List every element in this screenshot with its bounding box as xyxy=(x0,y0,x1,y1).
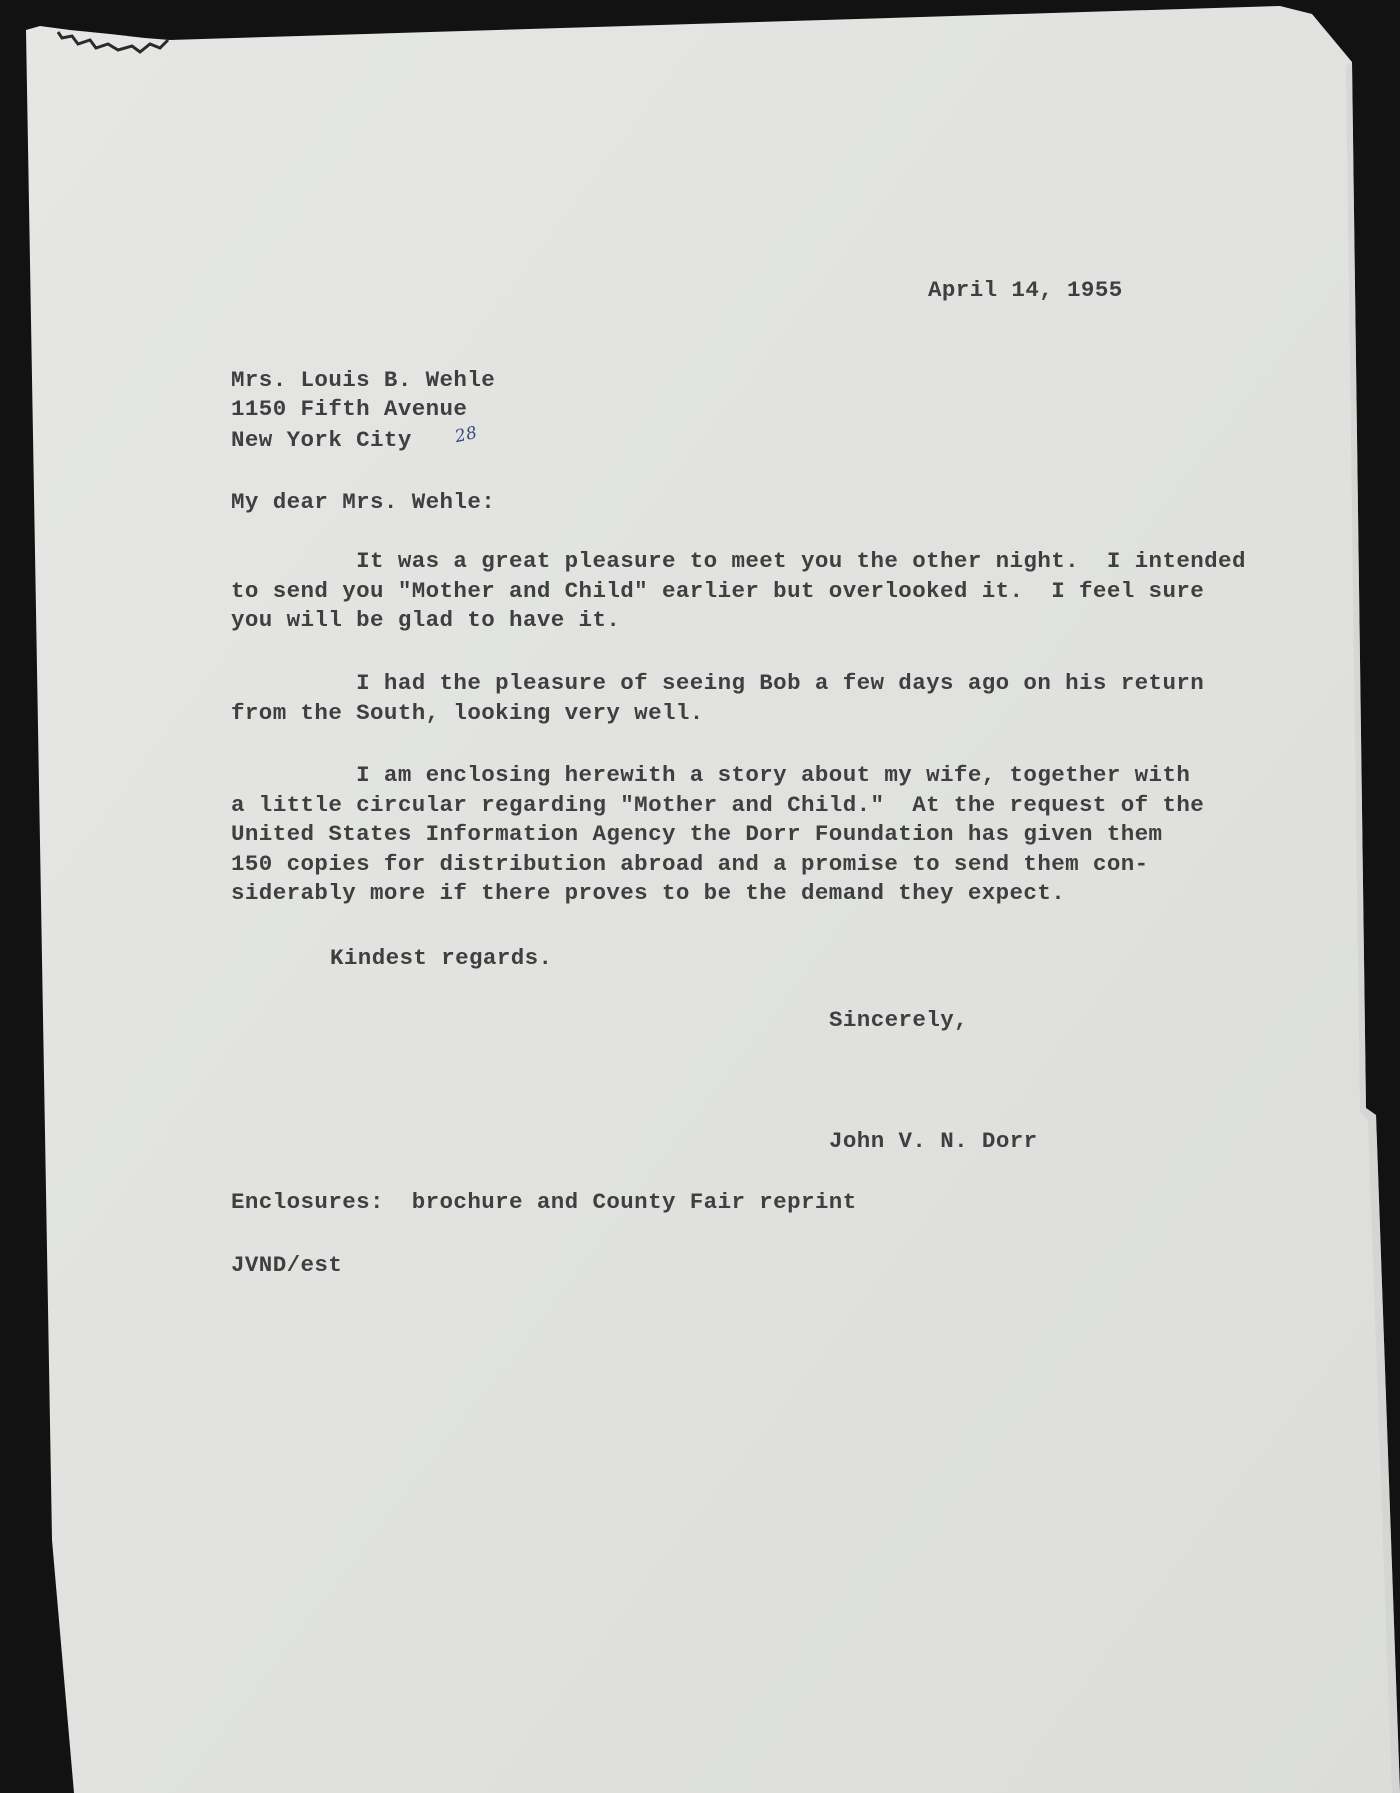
salutation: My dear Mrs. Wehle: xyxy=(231,489,496,515)
paragraph-line: from the South, looking very well. xyxy=(231,699,704,726)
paragraph-line: you will be glad to have it. xyxy=(231,607,621,633)
handwritten-note: 28 xyxy=(453,422,480,448)
paragraph-3 xyxy=(231,761,1205,909)
paragraph-2 xyxy=(231,669,1205,728)
kindest-regards: Kindest regards. xyxy=(330,945,553,971)
recipient-name: Mrs. Louis B. Wehle xyxy=(231,367,496,393)
closing: Sincerely, xyxy=(829,1007,969,1033)
paragraph-1 xyxy=(231,547,1246,636)
paragraph-line: siderably more if there proves to be the demand they expect. xyxy=(231,880,1066,906)
letter-date: April 14, 1955 xyxy=(928,277,1123,303)
paragraph-line: United States Information Agency the Dorr Foundation has given them xyxy=(231,821,1163,847)
paragraph-line: I am enclosing herewith a story about my wife, together with xyxy=(231,762,1191,788)
enclosures-note: Enclosures: brochure and County Fair reprint xyxy=(231,1189,857,1215)
paragraph-line: a little circular regarding "Mother and Child." At the request of the xyxy=(231,791,1205,818)
recipient-street: 1150 Fifth Avenue xyxy=(231,396,468,422)
paragraph-line: to send you "Mother and Child" earlier but overlooked it. I feel sure xyxy=(231,577,1205,604)
signature-name: John V. N. Dorr xyxy=(829,1128,1038,1154)
recipient-city: New York City xyxy=(231,427,412,453)
paragraph-line: I had the pleasure of seeing Bob a few days ago on his return xyxy=(231,670,1205,696)
paragraph-line: 150 copies for distribution abroad and a promise to send them con- xyxy=(231,850,1149,877)
typist-initials: JVND/est xyxy=(231,1252,343,1278)
paragraph-line: It was a great pleasure to meet you the other night. I intended xyxy=(231,548,1246,574)
